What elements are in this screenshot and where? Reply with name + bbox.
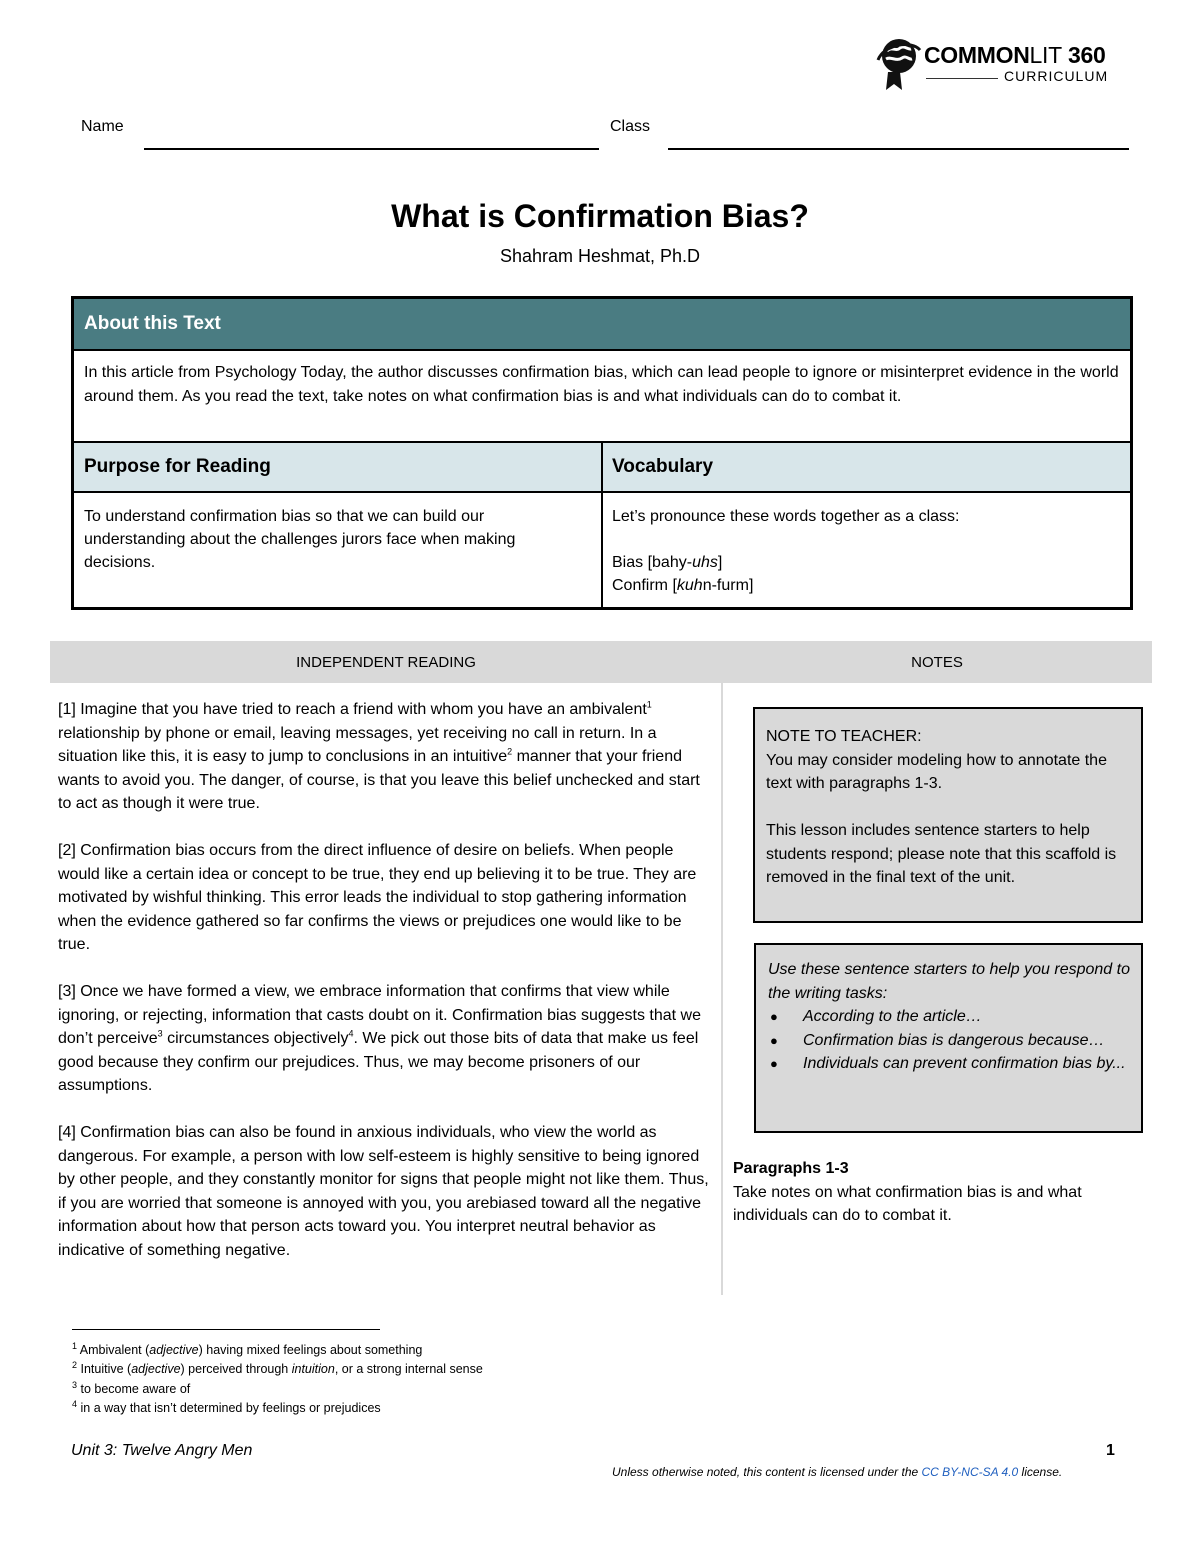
footnote: $^3$ to become aware of <box>72 1379 191 1396</box>
vocab-word: Confirm [kuhn-furm] <box>612 577 754 594</box>
globe-ribbon-icon <box>876 36 922 92</box>
teacher-note-heading: NOTE TO TEACHER: <box>766 728 922 745</box>
page-number: 1 <box>1106 1442 1115 1459</box>
license-notice: Unless otherwise noted, this content is licensed under the CC BY-NC-SA 4.0 license. <box>612 1465 1063 1479</box>
task-body: Take notes on what confirmation bias is and what individuals can do to combat it. <box>733 1183 1082 1224</box>
commonlit-logo <box>876 36 1136 92</box>
name-label: Name <box>81 118 124 135</box>
teacher-note-box <box>753 707 1143 923</box>
page-title: What is Confirmation Bias? <box>391 198 809 234</box>
list-item: ● According to the article… <box>803 1005 1131 1029</box>
starters-heading: Use these sentence starters to help you respond to the writing tasks: <box>768 961 1130 1002</box>
about-text: In this article from Psychology Today, the author discusses confirmation bias, which can lead people to ignore or misinterpret evidence in the world around them. As you read the text, take notes on what confirmation bias is and what individuals can do to combat it. <box>84 364 1119 405</box>
task-heading: Paragraphs 1-3 <box>733 1160 849 1177</box>
paragraph-3: [3] Once we have formed a view, we embrace information that confirms that view while ignoring, or rejecting, information that casts doubt on it. Confirmation bias suggests that we don’t perceive$^3$ circumstances objectively$^4$. We pick out those bits of data that make us feel good because they confirm our prejudices. Thus, we may become prisoners of our assumptions. <box>58 983 702 1094</box>
purpose-text: To understand confirmation bias so that we can build our understanding about the challenges jurors face when making decisions. <box>84 508 516 571</box>
class-field[interactable] <box>668 148 1129 150</box>
paragraph-2: [2] Confirmation bias occurs from the direct influence of desire on beliefs. When people would like a certain idea or concept to be true, they end up believing it to be true. They are motivated by wishful thinking. This error leads the individual to stop gathering information when the evidence gathered so far confirms the views or prejudices one would like to be true. <box>58 842 697 953</box>
logo-rule <box>926 78 998 79</box>
logo-wordmark: COMMONLIT 360 <box>924 42 1106 68</box>
info-table <box>71 296 1133 610</box>
purpose-heading: Purpose for Reading <box>84 456 271 477</box>
notes-heading: NOTES <box>911 654 963 671</box>
section-header-bar <box>50 641 1152 683</box>
column-divider <box>721 683 723 1295</box>
vocab-intro: Let’s pronounce these words together as a class: <box>612 508 960 525</box>
about-header: About this Text <box>74 299 1130 351</box>
footnote: $^1$ Ambivalent (adjective) having mixed feelings about something <box>72 1340 423 1357</box>
starters-list <box>768 1005 1131 1076</box>
vocabulary-heading: Vocabulary <box>612 456 714 477</box>
list-item: ● Confirmation bias is dangerous because… <box>803 1029 1131 1053</box>
paragraph-1: [1] Imagine that you have tried to reach a friend with whom you have an ambivalent$^1$ relationship by phone or email, leaving messages, yet receiving no call in return. In a situation like this, it is easy to jump to conclusions in an intuitive$^2$ manner that your friend wants to avoid you. The danger, of course, is that you leave this belief unchecked and start to act as though it were true. <box>58 699 700 812</box>
unit-label: Unit 3: Twelve Angry Men <box>71 1442 253 1459</box>
footnote: $^2$ Intuitive (adjective) perceived through intuition, or a strong internal sense <box>72 1360 483 1377</box>
footnotes <box>72 1341 483 1418</box>
independent-reading-heading: INDEPENDENT READING <box>296 654 476 671</box>
vocab-word: Bias [bahy-uhs] <box>612 554 723 571</box>
license-link[interactable]: CC BY-NC-SA 4.0 <box>921 1465 1019 1479</box>
logo-subtitle: CURRICULUM <box>1004 68 1109 84</box>
class-label: Class <box>610 118 651 135</box>
task-note <box>733 1157 1133 1228</box>
table-divider <box>601 441 603 607</box>
teacher-note-line: You may consider modeling how to annotate the text with paragraphs 1-3. <box>766 751 1107 792</box>
footnote-rule <box>72 1329 380 1330</box>
author: Shahram Heshmat, Ph.D <box>499 246 701 266</box>
footnote: $^4$ in a way that isn’t determined by feelings or prejudices <box>72 1398 381 1415</box>
list-item: ● Individuals can prevent confirmation bias by... <box>803 1052 1131 1076</box>
vocabulary-cell <box>612 505 1120 597</box>
teacher-note-line: This lesson includes sentence starters to help students respond; please note that this scaffold is removed in the final text of the unit. <box>766 822 1117 886</box>
reading-text <box>58 698 714 1286</box>
paragraph-4: [4] Confirmation bias can also be found in anxious individuals, who view the world as dangerous. For example, a person with low self-esteem is highly sensitive to being ignored by other people, and they constantly monitor for signs that people might not like them. Thus, if you are worried that someone is annoyed with you, you arebiased toward all the negative information about how that person acts toward you. You interpret neutral behavior as indicative of something negative. <box>58 1124 709 1259</box>
name-field[interactable] <box>144 148 599 150</box>
sentence-starters-box <box>754 943 1143 1133</box>
